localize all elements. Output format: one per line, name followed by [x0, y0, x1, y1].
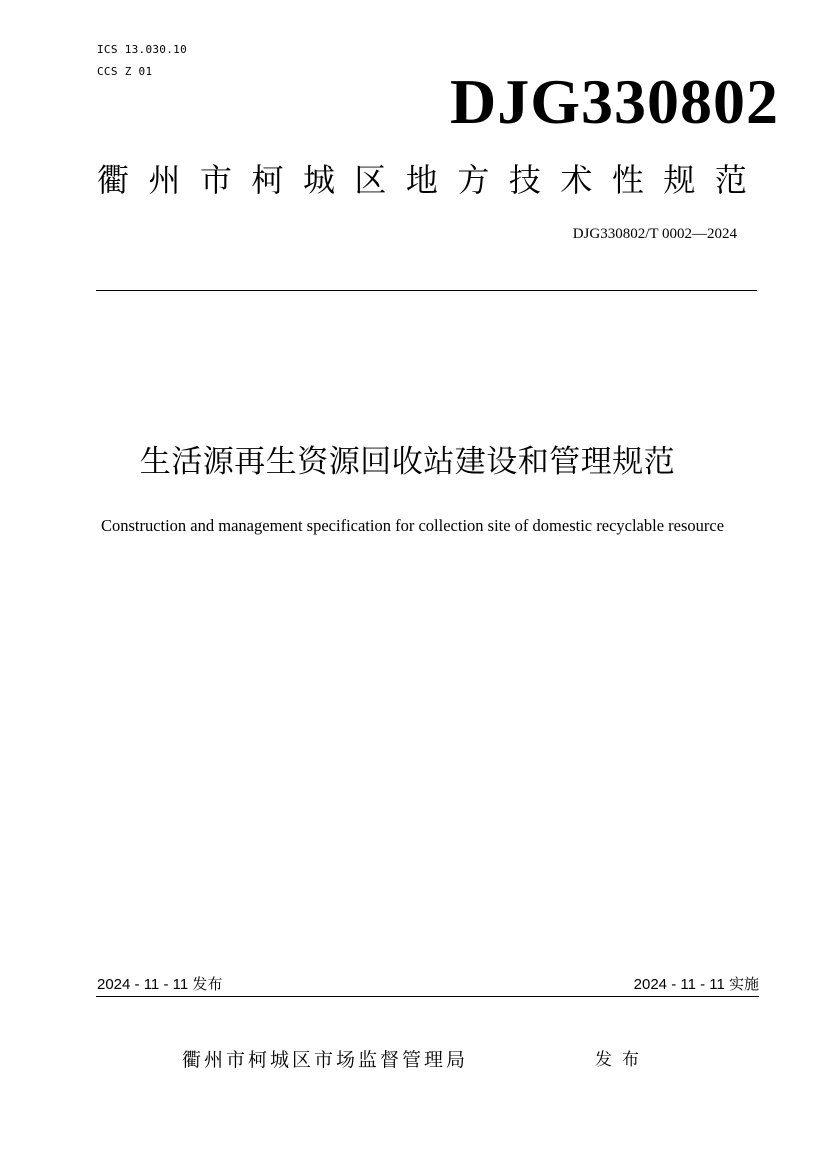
standard-type-char: 性: [611, 161, 644, 199]
document-title-zh: 生活源再生资源回收站建设和管理规范: [139, 444, 676, 480]
standard-type-char: 柯: [251, 161, 284, 199]
standard-type-char: 州: [148, 161, 181, 199]
standard-type-char: 术: [560, 161, 593, 199]
standard-type-char: 市: [199, 161, 232, 199]
date-line: [96, 974, 759, 997]
standard-type-char: 衢: [97, 161, 130, 199]
issuing-authority: 衢州市柯城区市场监督管理局: [182, 1049, 469, 1071]
standard-type-char: 技: [508, 161, 541, 199]
ics-code: ICS 13.030.10: [97, 43, 187, 56]
publish-date: 2024 - 11 - 11 发布: [97, 976, 223, 993]
standard-type-char: 方: [457, 161, 490, 199]
ccs-code: CCS Z 01: [97, 65, 153, 78]
standard-type-title: [97, 158, 747, 202]
standard-type-char: 规: [663, 161, 696, 199]
document-title-en: Construction and management specification for collection site of domestic recyclable resource: [100, 516, 725, 535]
standard-number: DJG330802/T 0002—2024: [572, 226, 737, 242]
standard-type-char: 范: [714, 161, 747, 199]
standard-type-char: 城: [302, 161, 335, 199]
implement-date: 2024 - 11 - 11 实施: [633, 976, 759, 993]
standard-type-char: 区: [354, 161, 387, 199]
header-divider: [96, 290, 757, 291]
issue-label: 发布: [595, 1050, 649, 1070]
standard-type-char: 地: [405, 161, 438, 199]
standard-code: DJG330802: [450, 66, 779, 137]
